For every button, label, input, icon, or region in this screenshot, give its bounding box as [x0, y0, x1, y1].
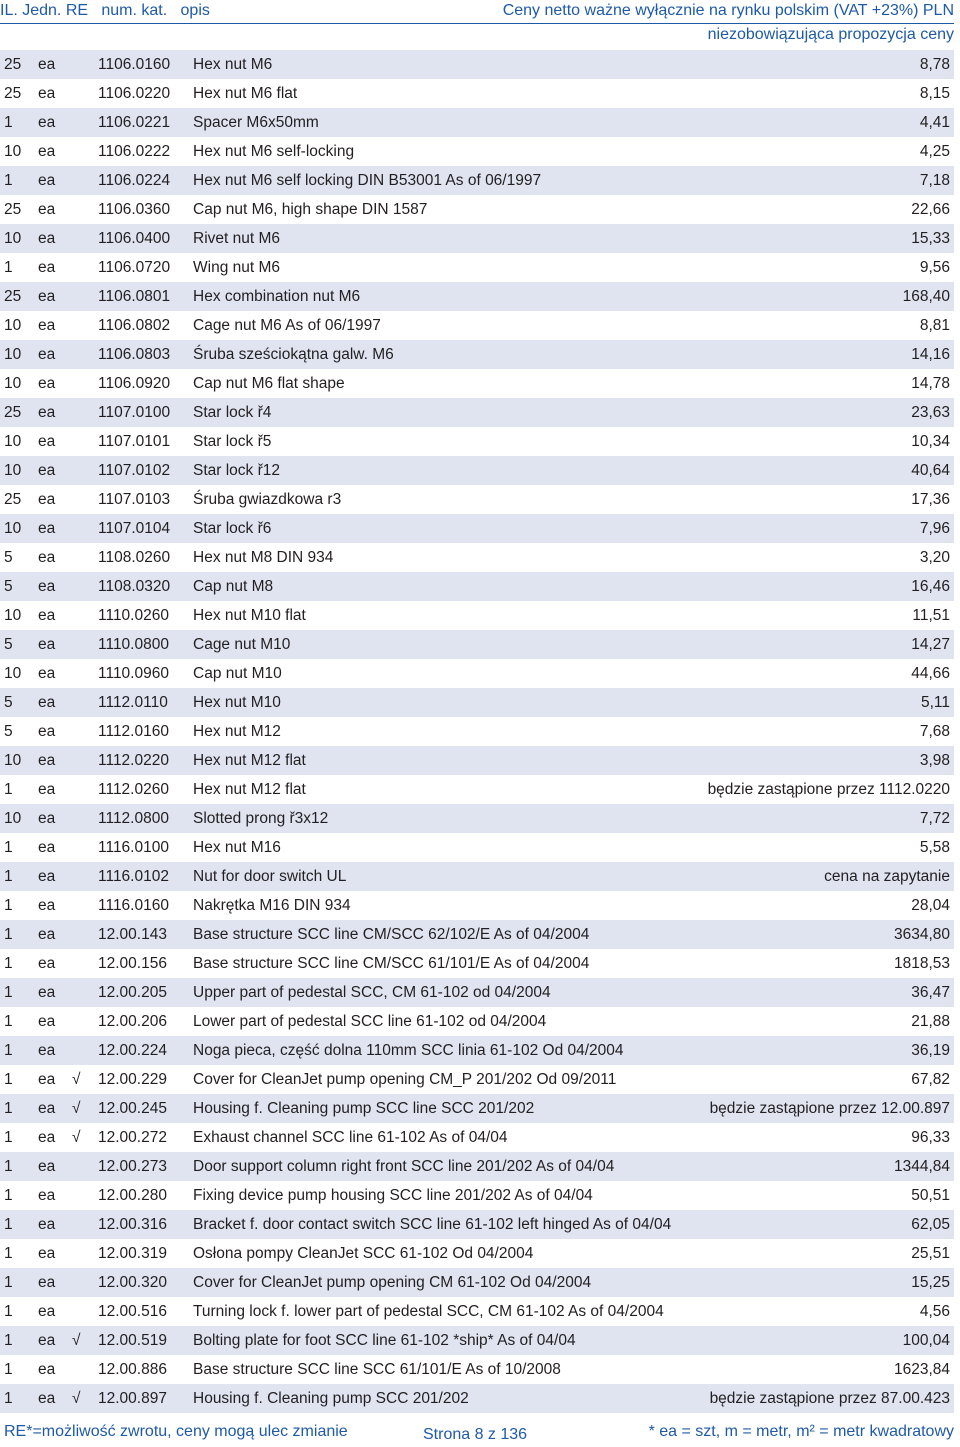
price-cell: 14,16 — [911, 346, 950, 363]
catalog-number-cell: 12.00.273 — [98, 1158, 167, 1175]
price-cell: 36,19 — [911, 1042, 950, 1059]
price-cell: cena na zapytanie — [824, 868, 950, 885]
table-row — [0, 340, 954, 369]
unit-cell: ea — [38, 607, 56, 624]
catalog-number-cell: 1107.0104 — [98, 520, 171, 537]
price-cell: 7,68 — [919, 723, 950, 740]
price-cell: 4,25 — [919, 143, 950, 160]
unit-cell: ea — [38, 1361, 56, 1378]
table-row — [0, 1065, 954, 1094]
catalog-number-cell: 1106.0801 — [98, 288, 171, 305]
quantity-cell: 1 — [4, 1013, 13, 1030]
quantity-cell: 5 — [4, 578, 13, 595]
table-row — [0, 427, 954, 456]
unit-cell: ea — [38, 317, 56, 334]
quantity-cell: 5 — [4, 549, 13, 566]
catalog-number-cell: 1112.0160 — [98, 723, 169, 740]
description-cell: Hex nut M6 self-locking — [193, 143, 355, 160]
catalog-number-cell: 1110.0800 — [98, 636, 169, 653]
catalog-number-cell: 1106.0400 — [98, 230, 171, 247]
description-cell: Hex nut M16 — [193, 839, 281, 856]
description-cell: Hex nut M12 flat — [193, 752, 306, 769]
price-cell: 40,64 — [911, 462, 950, 479]
price-cell: 8,81 — [919, 317, 950, 334]
description-cell: Lower part of pedestal SCC line 61-102 od 04/2004 — [193, 1013, 547, 1030]
quantity-cell: 1 — [4, 1100, 13, 1117]
table-row — [0, 1384, 954, 1413]
catalog-number-cell: 1116.0100 — [98, 839, 169, 856]
price-cell: 3634,80 — [893, 926, 950, 943]
table-row — [0, 891, 954, 920]
price-cell: 10,34 — [911, 433, 950, 450]
description-cell: Śruba sześciokątna galw. M6 — [193, 346, 394, 363]
unit-cell: ea — [38, 1303, 56, 1320]
quantity-cell: 1 — [4, 1216, 13, 1233]
page-footer — [0, 1419, 960, 1447]
catalog-number-cell: 1110.0260 — [98, 607, 169, 624]
quantity-cell: 5 — [4, 636, 13, 653]
catalog-number-cell: 12.00.224 — [98, 1042, 167, 1059]
price-cell: 23,63 — [911, 404, 950, 421]
quantity-cell: 25 — [4, 201, 22, 218]
return-mark-cell: √ — [72, 1071, 81, 1088]
catalog-number-cell: 12.00.156 — [98, 955, 167, 972]
catalog-number-cell: 12.00.245 — [98, 1100, 167, 1117]
price-cell: 5,58 — [919, 839, 950, 856]
quantity-cell: 1 — [4, 926, 13, 943]
quantity-cell: 1 — [4, 984, 13, 1001]
description-cell: Nakrętka M16 DIN 934 — [193, 897, 351, 914]
return-mark-cell: √ — [72, 1332, 81, 1349]
description-cell: Slotted prong ř3x12 — [193, 810, 329, 827]
quantity-cell: 5 — [4, 694, 13, 711]
unit-cell: ea — [38, 1274, 56, 1291]
quantity-cell: 10 — [4, 665, 22, 682]
unit-cell: ea — [38, 114, 56, 131]
price-cell: 11,51 — [912, 607, 950, 624]
price-cell: 25,51 — [911, 1245, 950, 1262]
quantity-cell: 1 — [4, 839, 13, 856]
catalog-number-cell: 1106.0802 — [98, 317, 171, 334]
description-cell: Fixing device pump housing SCC line 201/202 As of 04/04 — [193, 1187, 593, 1204]
table-row — [0, 1297, 954, 1326]
table-row — [0, 804, 954, 833]
price-cell: 22,66 — [911, 201, 950, 218]
description-cell: Hex nut M6 self locking DIN B53001 As of 06/1997 — [193, 172, 542, 189]
unit-cell: ea — [38, 462, 56, 479]
price-cell: 62,05 — [911, 1216, 950, 1233]
quantity-cell: 5 — [4, 723, 13, 740]
table-row — [0, 978, 954, 1007]
table-row — [0, 688, 954, 717]
unit-cell: ea — [38, 259, 56, 276]
price-cell: 4,41 — [919, 114, 950, 131]
description-cell: Hex nut M12 — [193, 723, 281, 740]
price-cell: 8,78 — [919, 56, 950, 73]
quantity-cell: 10 — [4, 317, 22, 334]
table-row — [0, 1210, 954, 1239]
table-row — [0, 79, 954, 108]
description-cell: Spacer M6x50mm — [193, 114, 319, 131]
table-row — [0, 1152, 954, 1181]
table-row — [0, 775, 954, 804]
description-cell: Śruba gwiazdkowa r3 — [193, 491, 342, 508]
catalog-number-cell: 1112.0260 — [98, 781, 169, 798]
description-cell: Hex nut M6 flat — [193, 85, 298, 102]
description-cell: Bolting plate for foot SCC line 61-102 *ship* As of 04/04 — [193, 1332, 576, 1349]
unit-cell: ea — [38, 578, 56, 595]
catalog-number-cell: 1107.0103 — [98, 491, 171, 508]
quantity-cell: 1 — [4, 259, 13, 276]
price-cell: 21,88 — [911, 1013, 950, 1030]
catalog-number-cell: 1112.0110 — [98, 694, 168, 711]
catalog-number-cell: 12.00.897 — [98, 1390, 167, 1407]
table-row — [0, 630, 954, 659]
unit-cell: ea — [38, 346, 56, 363]
quantity-cell: 10 — [4, 607, 22, 624]
description-cell: Base structure SCC line CM/SCC 62/102/E As of 04/2004 — [193, 926, 590, 943]
quantity-cell: 10 — [4, 143, 22, 160]
unit-cell: ea — [38, 1216, 56, 1233]
table-row — [0, 543, 954, 572]
description-cell: Base structure SCC line SCC 61/101/E As of 10/2008 — [193, 1361, 561, 1378]
unit-cell: ea — [38, 752, 56, 769]
description-cell: Hex nut M6 — [193, 56, 273, 73]
catalog-number-cell: 1106.0803 — [98, 346, 171, 363]
table-row — [0, 1181, 954, 1210]
quantity-cell: 1 — [4, 1274, 13, 1291]
catalog-number-cell: 12.00.886 — [98, 1361, 167, 1378]
unit-cell: ea — [38, 839, 56, 856]
catalog-number-cell: 12.00.272 — [98, 1129, 167, 1146]
table-row — [0, 456, 954, 485]
catalog-number-cell: 12.00.516 — [98, 1303, 167, 1320]
table-row — [0, 1239, 954, 1268]
description-cell: Cap nut M6, high shape DIN 1587 — [193, 201, 428, 218]
table-row — [0, 195, 954, 224]
unit-cell: ea — [38, 1245, 56, 1262]
price-cell: 36,47 — [911, 984, 950, 1001]
price-cell: 50,51 — [911, 1187, 950, 1204]
unit-cell: ea — [38, 549, 56, 566]
table-row — [0, 398, 954, 427]
catalog-number-cell: 1116.0102 — [98, 868, 169, 885]
price-cell: 5,11 — [920, 694, 950, 711]
quantity-cell: 1 — [4, 1187, 13, 1204]
description-cell: Turning lock f. lower part of pedestal SCC, CM 61-102 As of 04/2004 — [193, 1303, 664, 1320]
price-cell: 8,15 — [919, 85, 950, 102]
catalog-number-cell: 1106.0221 — [98, 114, 171, 131]
table-row — [0, 253, 954, 282]
unit-cell: ea — [38, 520, 56, 537]
unit-cell: ea — [38, 665, 56, 682]
quantity-cell: 10 — [4, 810, 22, 827]
catalog-number-cell: 1108.0260 — [98, 549, 171, 566]
unit-legend: * ea = szt, m = metr, m² = metr kwadratowy — [648, 1423, 954, 1440]
description-cell: Star lock ř5 — [193, 433, 272, 450]
price-cell: 16,46 — [911, 578, 950, 595]
catalog-number-cell: 1107.0100 — [98, 404, 171, 421]
catalog-number-cell: 1106.0360 — [98, 201, 171, 218]
table-row — [0, 514, 954, 543]
price-cell: 168,40 — [902, 288, 950, 305]
quantity-cell: 10 — [4, 230, 22, 247]
quantity-cell: 1 — [4, 1042, 13, 1059]
price-cell: 7,72 — [919, 810, 950, 827]
quantity-cell: 10 — [4, 375, 22, 392]
price-cell: 15,33 — [911, 230, 950, 247]
parts-price-table — [0, 50, 954, 1413]
unit-cell: ea — [38, 201, 56, 218]
catalog-number-cell: 12.00.229 — [98, 1071, 167, 1088]
table-row — [0, 50, 954, 79]
table-row — [0, 1268, 954, 1297]
unit-cell: ea — [38, 491, 56, 508]
unit-cell: ea — [38, 868, 56, 885]
return-note: RE*=możliwość zwrotu, ceny mogą ulec zmianie — [4, 1423, 348, 1440]
table-row — [0, 920, 954, 949]
unit-cell: ea — [38, 694, 56, 711]
table-row — [0, 166, 954, 195]
return-mark-cell: √ — [72, 1390, 81, 1407]
description-cell: Hex nut M12 flat — [193, 781, 306, 798]
description-cell: Star lock ř6 — [193, 520, 272, 537]
unit-cell: ea — [38, 897, 56, 914]
description-cell: Hex combination nut M6 — [193, 288, 361, 305]
table-row — [0, 1326, 954, 1355]
quantity-cell: 1 — [4, 172, 13, 189]
description-cell: Nut for door switch UL — [193, 868, 347, 885]
table-row — [0, 108, 954, 137]
description-cell: Hex nut M10 — [193, 694, 281, 711]
quantity-cell: 10 — [4, 346, 22, 363]
catalog-number-cell: 1112.0800 — [98, 810, 169, 827]
catalog-number-cell: 1116.0160 — [98, 897, 169, 914]
table-row — [0, 369, 954, 398]
unit-cell: ea — [38, 230, 56, 247]
price-cell: będzie zastąpione przez 87.00.423 — [709, 1390, 950, 1407]
unit-cell: ea — [38, 1158, 56, 1175]
catalog-number-cell: 1106.0222 — [98, 143, 171, 160]
description-cell: Cap nut M6 flat shape — [193, 375, 345, 392]
price-cell: 15,25 — [911, 1274, 950, 1291]
unit-cell: ea — [38, 723, 56, 740]
price-cell: będzie zastąpione przez 12.00.897 — [709, 1100, 950, 1117]
quantity-cell: 1 — [4, 868, 13, 885]
catalog-number-cell: 1110.0960 — [98, 665, 169, 682]
table-row — [0, 282, 954, 311]
price-disclaimer: niezobowiązująca propozycja ceny — [707, 26, 954, 43]
unit-cell: ea — [38, 433, 56, 450]
unit-cell: ea — [38, 1071, 56, 1088]
unit-cell: ea — [38, 1042, 56, 1059]
quantity-cell: 1 — [4, 955, 13, 972]
quantity-cell: 10 — [4, 462, 22, 479]
description-cell: Rivet nut M6 — [193, 230, 281, 247]
table-row — [0, 137, 954, 166]
catalog-number-cell: 1112.0220 — [98, 752, 169, 769]
quantity-cell: 1 — [4, 1129, 13, 1146]
quantity-cell: 1 — [4, 114, 13, 131]
unit-cell: ea — [38, 404, 56, 421]
description-cell: Hex nut M10 flat — [193, 607, 306, 624]
catalog-number-cell: 1106.0224 — [98, 172, 171, 189]
price-cell: 44,66 — [911, 665, 950, 682]
description-cell: Upper part of pedestal SCC, CM 61-102 od 04/2004 — [193, 984, 551, 1001]
unit-cell: ea — [38, 85, 56, 102]
catalog-number-cell: 12.00.316 — [98, 1216, 167, 1233]
table-row — [0, 572, 954, 601]
quantity-cell: 10 — [4, 520, 22, 537]
catalog-number-cell: 12.00.519 — [98, 1332, 167, 1349]
description-cell: Cap nut M10 — [193, 665, 282, 682]
catalog-number-cell: 1107.0102 — [98, 462, 171, 479]
quantity-cell: 1 — [4, 781, 13, 798]
table-row — [0, 862, 954, 891]
catalog-number-cell: 12.00.205 — [98, 984, 167, 1001]
description-cell: Cover for CleanJet pump opening CM 61-102 Od 04/2004 — [193, 1274, 592, 1291]
unit-cell: ea — [38, 375, 56, 392]
quantity-cell: 25 — [4, 404, 22, 421]
table-row — [0, 601, 954, 630]
unit-cell: ea — [38, 781, 56, 798]
catalog-number-cell: 1106.0220 — [98, 85, 171, 102]
description-cell: Housing f. Cleaning pump SCC 201/202 — [193, 1390, 469, 1407]
table-row — [0, 224, 954, 253]
quantity-cell: 10 — [4, 752, 22, 769]
unit-cell: ea — [38, 288, 56, 305]
description-cell: Osłona pompy CleanJet SCC 61-102 Od 04/2004 — [193, 1245, 534, 1262]
unit-cell: ea — [38, 1100, 56, 1117]
quantity-cell: 1 — [4, 1303, 13, 1320]
quantity-cell: 25 — [4, 288, 22, 305]
table-row — [0, 659, 954, 688]
table-row — [0, 949, 954, 978]
quantity-cell: 1 — [4, 897, 13, 914]
price-cell: 96,33 — [911, 1129, 950, 1146]
catalog-number-cell: 1106.0720 — [98, 259, 171, 276]
catalog-number-cell: 1108.0320 — [98, 578, 171, 595]
description-cell: Housing f. Cleaning pump SCC line SCC 201/202 — [193, 1100, 535, 1117]
table-row — [0, 1355, 954, 1384]
quantity-cell: 1 — [4, 1245, 13, 1262]
catalog-number-cell: 12.00.143 — [98, 926, 167, 943]
return-mark-cell: √ — [72, 1129, 81, 1146]
description-cell: Cage nut M6 As of 06/1997 — [193, 317, 381, 334]
table-row — [0, 1123, 954, 1152]
quantity-cell: 1 — [4, 1158, 13, 1175]
unit-cell: ea — [38, 810, 56, 827]
unit-cell: ea — [38, 1129, 56, 1146]
table-row — [0, 1007, 954, 1036]
table-row — [0, 311, 954, 340]
price-cell: 1818,53 — [893, 955, 950, 972]
unit-cell: ea — [38, 926, 56, 943]
description-cell: Door support column right front SCC line 201/202 As of 04/04 — [193, 1158, 615, 1175]
quantity-cell: 25 — [4, 85, 22, 102]
price-cell: 14,78 — [911, 375, 950, 392]
price-cell: 100,04 — [902, 1332, 950, 1349]
unit-cell: ea — [38, 143, 56, 160]
price-note: Ceny netto ważne wyłącznie na rynku polskim (VAT +23%) PLN — [502, 2, 954, 19]
description-cell: Noga pieca, część dolna 110mm SCC linia 61-102 Od 04/2004 — [193, 1042, 624, 1059]
unit-cell: ea — [38, 1187, 56, 1204]
quantity-cell: 1 — [4, 1361, 13, 1378]
unit-cell: ea — [38, 1332, 56, 1349]
price-cell: 3,98 — [919, 752, 950, 769]
quantity-cell: 1 — [4, 1332, 13, 1349]
quantity-cell: 10 — [4, 433, 22, 450]
description-cell: Base structure SCC line CM/SCC 61/101/E As of 04/2004 — [193, 955, 590, 972]
catalog-number-cell: 1107.0101 — [98, 433, 171, 450]
catalog-number-cell: 12.00.206 — [98, 1013, 167, 1030]
description-cell: Exhaust channel SCC line 61-102 As of 04/04 — [193, 1129, 508, 1146]
catalog-number-cell: 1106.0160 — [98, 56, 171, 73]
unit-cell: ea — [38, 56, 56, 73]
page-header — [0, 0, 960, 50]
price-cell: 1623,84 — [893, 1361, 950, 1378]
quantity-cell: 25 — [4, 491, 22, 508]
price-cell: 4,56 — [919, 1303, 950, 1320]
unit-cell: ea — [38, 636, 56, 653]
quantity-cell: 1 — [4, 1071, 13, 1088]
price-cell: 67,82 — [911, 1071, 950, 1088]
price-cell: 28,04 — [911, 897, 950, 914]
unit-cell: ea — [38, 172, 56, 189]
price-cell: 14,27 — [911, 636, 950, 653]
description-cell: Star lock ř4 — [193, 404, 272, 421]
header-divider — [0, 23, 954, 24]
catalog-number-cell: 1106.0920 — [98, 375, 171, 392]
description-cell: Cage nut M10 — [193, 636, 291, 653]
unit-cell: ea — [38, 1390, 56, 1407]
page-number: Strona 8 z 136 — [423, 1426, 528, 1443]
price-cell: 9,56 — [919, 259, 950, 276]
price-cell: 3,20 — [919, 549, 950, 566]
table-row — [0, 1094, 954, 1123]
table-row — [0, 717, 954, 746]
price-cell: 7,96 — [919, 520, 950, 537]
price-cell: 1344,84 — [893, 1158, 950, 1175]
catalog-number-cell: 12.00.280 — [98, 1187, 167, 1204]
column-headings: IL. Jedn. RE num. kat. opis — [0, 2, 210, 19]
quantity-cell: 1 — [4, 1390, 13, 1407]
table-row — [0, 833, 954, 862]
catalog-number-cell: 12.00.320 — [98, 1274, 167, 1291]
description-cell: Cover for CleanJet pump opening CM_P 201/202 Od 09/2011 — [193, 1071, 617, 1088]
price-cell: będzie zastąpione przez 1112.0220 — [707, 781, 950, 798]
unit-cell: ea — [38, 1013, 56, 1030]
table-row — [0, 1036, 954, 1065]
description-cell: Cap nut M8 — [193, 578, 274, 595]
return-mark-cell: √ — [72, 1100, 81, 1117]
description-cell: Hex nut M8 DIN 934 — [193, 549, 334, 566]
table-row — [0, 746, 954, 775]
description-cell: Star lock ř12 — [193, 462, 281, 479]
price-cell: 7,18 — [919, 172, 950, 189]
price-cell: 17,36 — [911, 491, 950, 508]
catalog-number-cell: 12.00.319 — [98, 1245, 167, 1262]
description-cell: Bracket f. door contact switch SCC line 61-102 left hinged As of 04/04 — [193, 1216, 672, 1233]
description-cell: Wing nut M6 — [193, 259, 281, 276]
unit-cell: ea — [38, 984, 56, 1001]
unit-cell: ea — [38, 955, 56, 972]
table-row — [0, 485, 954, 514]
quantity-cell: 25 — [4, 56, 22, 73]
